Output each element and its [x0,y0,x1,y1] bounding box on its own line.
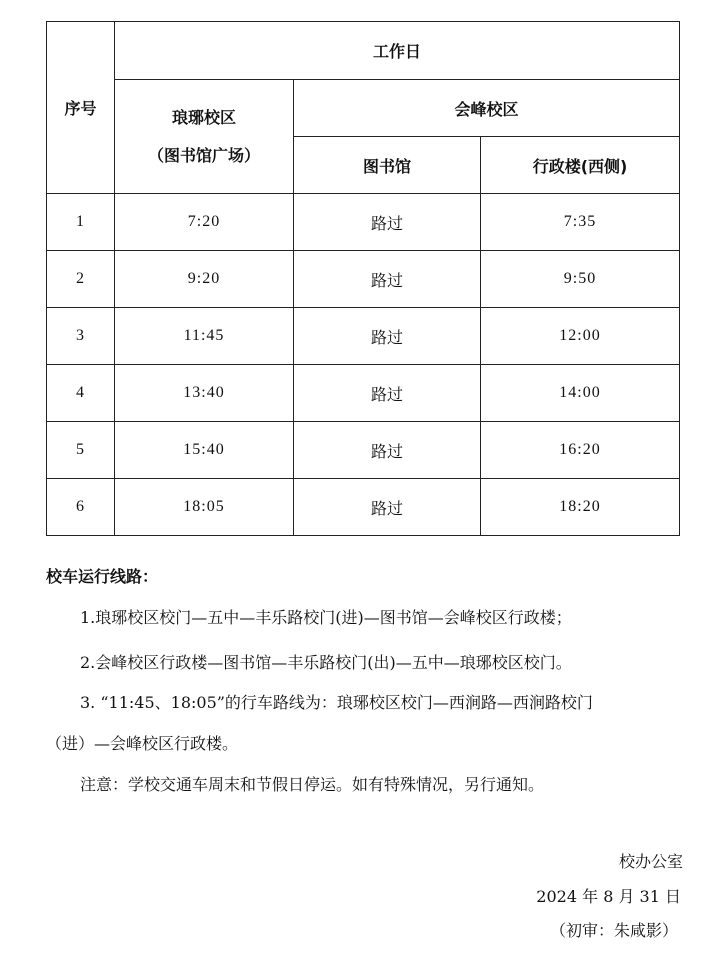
row-library-status: 路过 [294,308,481,365]
route-1: 1.琅琊校区校门—五中—丰乐路校门(进)—图书馆—会峰校区行政楼； [80,608,572,627]
row-admin-time: 7:35 [481,194,680,251]
row-seq: 5 [47,422,115,479]
table-row [47,308,680,365]
seq-header: 序号 [47,22,115,194]
bus-schedule-table [46,21,680,536]
header-row-1 [47,22,680,80]
table-row [47,251,680,308]
row-langya-time: 7:20 [115,194,294,251]
row-admin-time: 12:00 [481,308,680,365]
row-langya-time: 9:20 [115,251,294,308]
row-admin-time: 14:00 [481,365,680,422]
row-admin-time: 18:20 [481,479,680,536]
row-seq: 4 [47,365,115,422]
route-3-line-2: （进）—会峰校区行政楼。 [46,734,239,753]
row-seq: 6 [47,479,115,536]
row-langya-time: 15:40 [115,422,294,479]
issue-date: 2024 年 8 月 31 日 [536,887,681,906]
row-seq: 2 [47,251,115,308]
route-3-line-1: 3. “11:45、18:05”的行车路线为：琅琊校区校门—西涧路—西涧路校门 [80,693,593,712]
table-row [47,194,680,251]
row-library-status: 路过 [294,194,481,251]
row-admin-time: 16:20 [481,422,680,479]
row-seq: 3 [47,308,115,365]
route-2: 2.会峰校区行政楼—图书馆—丰乐路校门(出)—五中—琅琊校区校门。 [80,653,572,672]
workday-header: 工作日 [115,22,680,80]
langya-header-line1: 琅琊校区 [171,107,236,127]
table-row [47,365,680,422]
table-row [47,479,680,536]
issuing-office: 校办公室 [618,852,683,871]
huifeng-campus-header: 会峰校区 [294,80,680,137]
row-langya-time: 18:05 [115,479,294,536]
row-library-status: 路过 [294,422,481,479]
langya-header-line2: （图书馆广场） [147,145,260,165]
reviewer: （初审：朱咸影） [549,921,678,940]
row-library-status: 路过 [294,251,481,308]
row-langya-time: 13:40 [115,365,294,422]
langya-campus-header [115,80,294,194]
header-row-2 [47,80,680,137]
notice-text: 注意：学校交通车周末和节假日停运。如有特殊情况，另行通知。 [80,775,545,794]
admin-building-header: 行政楼(西侧) [481,137,680,194]
row-seq: 1 [47,194,115,251]
routes-title: 校车运行线路： [46,567,159,586]
row-langya-time: 11:45 [115,308,294,365]
library-header: 图书馆 [294,137,481,194]
row-library-status: 路过 [294,479,481,536]
table-row [47,422,680,479]
row-admin-time: 9:50 [481,251,680,308]
row-library-status: 路过 [294,365,481,422]
